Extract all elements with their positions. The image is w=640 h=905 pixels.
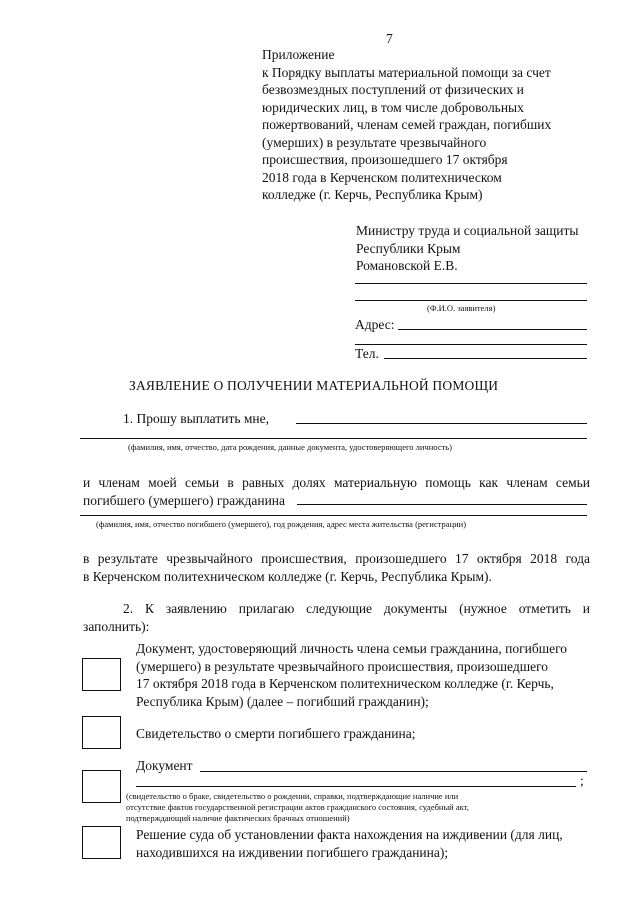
phone-input-line[interactable] bbox=[384, 358, 587, 359]
applicant-name-line-2[interactable] bbox=[355, 300, 587, 301]
appendix-line: колледже (г. Керчь, Республика Крым) bbox=[262, 187, 483, 202]
document-input-line[interactable] bbox=[200, 771, 587, 772]
doc3-label: Документ bbox=[136, 758, 193, 773]
checkbox-identity-document[interactable] bbox=[82, 658, 121, 691]
doc3-caption: отсутствие фактов государственной регистрации актов гражданского состояния, судебный акт, bbox=[126, 802, 469, 812]
addressee-line: Республики Крым bbox=[356, 240, 461, 256]
section2-heading-2: заполнить): bbox=[83, 618, 150, 634]
checkbox-death-certificate[interactable] bbox=[82, 716, 121, 749]
document-input-line-2[interactable] bbox=[136, 786, 576, 787]
appendix-line: 2018 года в Керченском политехническом bbox=[262, 169, 502, 185]
result-line-2: в Керченском политехническом колледже (г. Керчь, Республика Крым). bbox=[83, 568, 492, 584]
address-input-line-2[interactable] bbox=[355, 344, 587, 345]
doc3-caption: (свидетельство о браке, свидетельство о рождении, справки, подтверждающие наличие или bbox=[126, 791, 459, 801]
applicant-details-line-2[interactable] bbox=[80, 438, 587, 439]
appendix-line: безвозмездных поступлений от физических и bbox=[262, 82, 524, 97]
doc1-line: Документ, удостоверяющий личность члена семьи гражданина, погибшего bbox=[136, 641, 568, 656]
doc3-caption: подтверждающий наличие фактических брачных отношений) bbox=[126, 813, 350, 823]
section2-heading: 2. К заявлению прилагаю следующие документы (нужное отметить и bbox=[123, 601, 590, 616]
deceased-details-line-2[interactable] bbox=[80, 515, 587, 516]
deceased-details-line[interactable] bbox=[297, 504, 587, 505]
page-number: 7 bbox=[386, 31, 393, 46]
statement-title: ЗАЯВЛЕНИЕ О ПОЛУЧЕНИИ МАТЕРИАЛЬНОЙ ПОМОЩИ bbox=[129, 378, 499, 393]
family-line: и членам моей семьи в равных долях материальную помощь как членам семьи bbox=[83, 475, 590, 490]
doc4-line: находившихся на иждивении погибшего гражданина); bbox=[136, 844, 449, 860]
appendix-line: юридических лиц, в том числе добровольных bbox=[262, 99, 524, 115]
doc3-semicolon: ; bbox=[580, 773, 584, 788]
checkbox-court-decision[interactable] bbox=[82, 826, 121, 859]
phone-label: Тел. bbox=[355, 346, 379, 361]
request-text: 1. Прошу выплатить мне, bbox=[123, 411, 270, 426]
doc1-line: (умершего) в результате чрезвычайного происшествия, произошедшего bbox=[136, 658, 549, 674]
doc1-line: Республика Крым) (далее – погибший гражданин); bbox=[136, 693, 429, 709]
doc2-text: Свидетельство о смерти погибшего гражданина; bbox=[136, 726, 416, 741]
doc1-line: 17 октября 2018 года в Керченском политехническом колледже (г. Керчь, bbox=[136, 676, 554, 691]
checkbox-other-document[interactable] bbox=[82, 770, 121, 803]
caption-applicant: (фамилия, имя, отчество, дата рождения, данные документа, удостоверяющего личность) bbox=[128, 442, 452, 452]
address-label: Адрес: bbox=[355, 317, 395, 332]
addressee-line: Романовской Е.В. bbox=[356, 258, 458, 273]
result-line: в результате чрезвычайного происшествия, произошедшего 17 октября 2018 года bbox=[83, 551, 590, 566]
appendix-line: пожертвований, членам семей граждан, погибших bbox=[262, 117, 552, 132]
appendix-line: к Порядку выплаты материальной помощи за счет bbox=[262, 64, 551, 80]
applicant-name-line-1[interactable] bbox=[355, 283, 587, 284]
doc4-line: Решение суда об установлении факта нахождения на иждивении (для лиц, bbox=[136, 827, 563, 842]
deceased-label: погибшего (умершего) гражданина bbox=[83, 492, 286, 508]
caption-deceased: (фамилия, имя, отчество погибшего (умершего), год рождения, адрес места жительства (регистрации) bbox=[96, 519, 467, 529]
appendix-line: (умерших) в результате чрезвычайного bbox=[262, 134, 487, 150]
address-input-line[interactable] bbox=[398, 329, 587, 330]
fio-caption: (Ф.И.О. заявителя) bbox=[427, 303, 496, 313]
addressee-line: Министру труда и социальной защиты bbox=[356, 223, 579, 238]
appendix-line: происшествия, произошедшего 17 октября bbox=[262, 152, 508, 167]
applicant-details-line[interactable] bbox=[296, 423, 587, 424]
appendix-title: Приложение bbox=[262, 47, 335, 62]
